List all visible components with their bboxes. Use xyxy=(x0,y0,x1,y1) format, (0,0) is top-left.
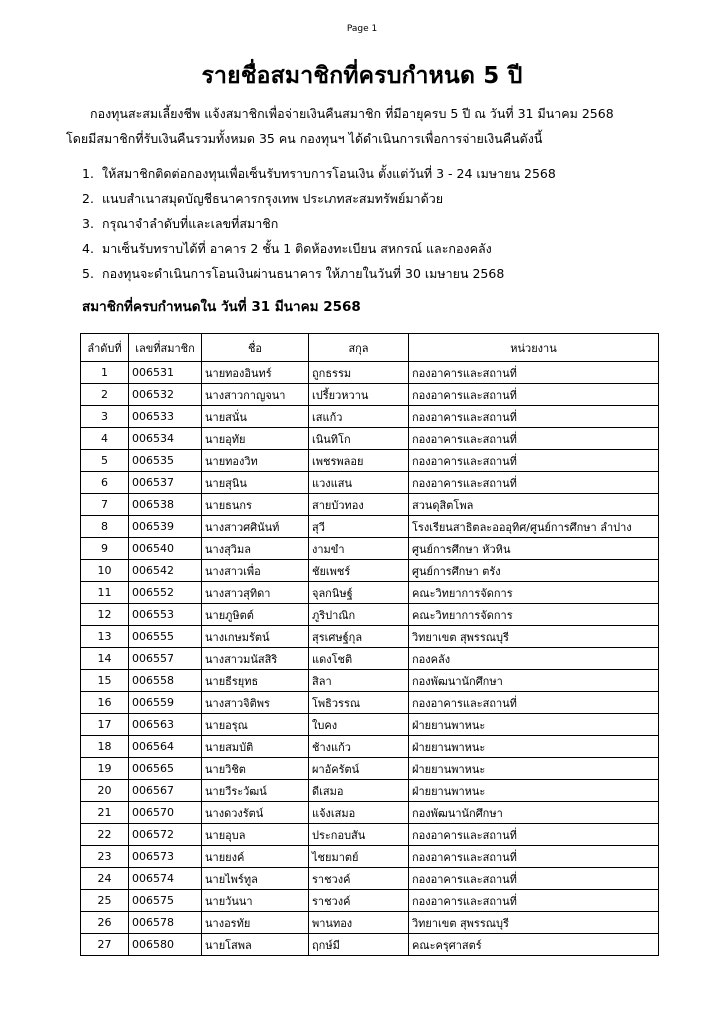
instruction-item xyxy=(82,161,556,186)
table-subheading: สมาชิกที่ครบกำหนดใน วันที่ 31 มีนาคม 2568 xyxy=(82,299,361,315)
cell-order: 9 xyxy=(81,538,129,560)
cell-surname: ผาอัครัตน์ xyxy=(309,758,409,780)
cell-surname: ถูกธรรม xyxy=(309,362,409,384)
cell-member-id: 006535 xyxy=(129,450,202,472)
table-row xyxy=(81,736,659,758)
table-row xyxy=(81,648,659,670)
cell-order: 21 xyxy=(81,802,129,824)
cell-member-id: 006580 xyxy=(129,934,202,956)
cell-surname: สุวี xyxy=(309,516,409,538)
cell-member-id: 006570 xyxy=(129,802,202,824)
cell-order: 1 xyxy=(81,362,129,384)
cell-first-name: นางเกษมรัตน์ xyxy=(202,626,309,648)
cell-surname: สายบัวทอง xyxy=(309,494,409,516)
cell-surname: งามขำ xyxy=(309,538,409,560)
cell-order: 14 xyxy=(81,648,129,670)
instruction-text: กองทุนจะดำเนินการโอนเงินผ่านธนาคาร ให้ภายในวันที่ 30 เมษายน 2568 xyxy=(102,266,505,281)
cell-order: 4 xyxy=(81,428,129,450)
cell-department: กองอาคารและสถานที่ xyxy=(409,692,659,714)
header-first-name: ชื่อ xyxy=(202,334,309,362)
cell-surname: พานทอง xyxy=(309,912,409,934)
cell-member-id: 006532 xyxy=(129,384,202,406)
cell-first-name: นายสมบัติ xyxy=(202,736,309,758)
cell-department: กองอาคารและสถานที่ xyxy=(409,846,659,868)
instruction-text: แนบสำเนาสมุดบัญชีธนาคารกรุงเทพ ประเภทสะสมทรัพย์มาด้วย xyxy=(102,191,444,206)
table-row xyxy=(81,692,659,714)
cell-member-id: 006557 xyxy=(129,648,202,670)
cell-surname: ใบคง xyxy=(309,714,409,736)
header-order: ลำดับที่ xyxy=(81,334,129,362)
cell-surname: ไชยมาตย์ xyxy=(309,846,409,868)
cell-surname: เนินทิโก xyxy=(309,428,409,450)
instruction-item xyxy=(82,211,556,236)
cell-surname: โพธิวรรณ xyxy=(309,692,409,714)
cell-first-name: นายธีรยุทธ xyxy=(202,670,309,692)
cell-first-name: นายสุนิน xyxy=(202,472,309,494)
table-row xyxy=(81,780,659,802)
cell-surname: ประกอบสัน xyxy=(309,824,409,846)
cell-department: ฝ่ายยานพาหนะ xyxy=(409,780,659,802)
cell-member-id: 006563 xyxy=(129,714,202,736)
cell-department: คณะวิทยาการจัดการ xyxy=(409,604,659,626)
cell-department: กองอาคารและสถานที่ xyxy=(409,406,659,428)
cell-order: 23 xyxy=(81,846,129,868)
table-row xyxy=(81,384,659,406)
cell-department: วิทยาเขต สุพรรณบุรี xyxy=(409,912,659,934)
cell-surname: แดงโชติ xyxy=(309,648,409,670)
cell-department: กองอาคารและสถานที่ xyxy=(409,890,659,912)
table-header-row xyxy=(81,334,659,362)
cell-order: 18 xyxy=(81,736,129,758)
cell-surname: ดีเสมอ xyxy=(309,780,409,802)
cell-member-id: 006558 xyxy=(129,670,202,692)
cell-member-id: 006537 xyxy=(129,472,202,494)
cell-member-id: 006552 xyxy=(129,582,202,604)
table-body xyxy=(81,362,659,956)
page-label: Page 1 xyxy=(346,24,378,34)
cell-first-name: นายวิชิต xyxy=(202,758,309,780)
cell-member-id: 006574 xyxy=(129,868,202,890)
cell-first-name: นางสาวกาญจนา xyxy=(202,384,309,406)
table-row xyxy=(81,582,659,604)
table-row xyxy=(81,362,659,384)
cell-member-id: 006533 xyxy=(129,406,202,428)
header-department: หน่วยงาน xyxy=(409,334,659,362)
header-surname: สกุล xyxy=(309,334,409,362)
cell-order: 25 xyxy=(81,890,129,912)
cell-first-name: นางอรทัย xyxy=(202,912,309,934)
cell-order: 11 xyxy=(81,582,129,604)
cell-surname: ราชวงค์ xyxy=(309,868,409,890)
instruction-text: ให้สมาชิกติดต่อกองทุนเพื่อเซ็นรับทราบการโอนเงิน ตั้งแต่วันที่ 3 - 24 เมษายน 2568 xyxy=(102,166,556,181)
cell-department: กองอาคารและสถานที่ xyxy=(409,450,659,472)
cell-surname: จุลกนิษฐ์ xyxy=(309,582,409,604)
cell-department: กองอาคารและสถานที่ xyxy=(409,472,659,494)
cell-first-name: นางสาวสุทิดา xyxy=(202,582,309,604)
members-table xyxy=(80,333,659,956)
cell-order: 8 xyxy=(81,516,129,538)
cell-order: 19 xyxy=(81,758,129,780)
cell-first-name: นายทองอินทร์ xyxy=(202,362,309,384)
cell-department: โรงเรียนสาธิตละอออุทิศ/ศูนย์การศึกษา ลำปาง xyxy=(409,516,659,538)
cell-department: กองอาคารและสถานที่ xyxy=(409,824,659,846)
cell-member-id: 006553 xyxy=(129,604,202,626)
cell-member-id: 006567 xyxy=(129,780,202,802)
cell-first-name: นายอุทัย xyxy=(202,428,309,450)
cell-member-id: 006539 xyxy=(129,516,202,538)
cell-member-id: 006531 xyxy=(129,362,202,384)
cell-order: 15 xyxy=(81,670,129,692)
cell-member-id: 006559 xyxy=(129,692,202,714)
instruction-number: 2. xyxy=(82,191,94,206)
cell-department: กองอาคารและสถานที่ xyxy=(409,384,659,406)
cell-member-id: 006538 xyxy=(129,494,202,516)
instruction-number: 3. xyxy=(82,216,94,231)
cell-surname: เปรี้ยวหวาน xyxy=(309,384,409,406)
instruction-text: กรุณาจำลำดับที่และเลขที่สมาชิก xyxy=(102,216,279,231)
cell-department: ฝ่ายยานพาหนะ xyxy=(409,736,659,758)
table-row xyxy=(81,802,659,824)
cell-order: 13 xyxy=(81,626,129,648)
cell-first-name: นายสนั่น xyxy=(202,406,309,428)
cell-first-name: นางสาวจิติพร xyxy=(202,692,309,714)
cell-department: วิทยาเขต สุพรรณบุรี xyxy=(409,626,659,648)
table-row xyxy=(81,626,659,648)
cell-department: คณะวิทยาการจัดการ xyxy=(409,582,659,604)
cell-order: 2 xyxy=(81,384,129,406)
cell-member-id: 006575 xyxy=(129,890,202,912)
cell-first-name: นายวันนา xyxy=(202,890,309,912)
table-row xyxy=(81,758,659,780)
table-row xyxy=(81,472,659,494)
table-row xyxy=(81,670,659,692)
table-row xyxy=(81,450,659,472)
table-row xyxy=(81,494,659,516)
table-row xyxy=(81,846,659,868)
cell-surname: แวงแสน xyxy=(309,472,409,494)
cell-member-id: 006555 xyxy=(129,626,202,648)
cell-department: ฝ่ายยานพาหนะ xyxy=(409,758,659,780)
cell-member-id: 006564 xyxy=(129,736,202,758)
cell-first-name: นายภูษิตต์ xyxy=(202,604,309,626)
cell-first-name: นางดวงรัตน์ xyxy=(202,802,309,824)
table-row xyxy=(81,890,659,912)
cell-order: 7 xyxy=(81,494,129,516)
table-row xyxy=(81,560,659,582)
table-row xyxy=(81,934,659,956)
instruction-number: 4. xyxy=(82,241,94,256)
cell-surname: สุรเศษฐ์กุล xyxy=(309,626,409,648)
table-row xyxy=(81,516,659,538)
cell-first-name: นายธนกร xyxy=(202,494,309,516)
cell-order: 22 xyxy=(81,824,129,846)
instruction-list xyxy=(82,161,556,286)
cell-first-name: นายยงค์ xyxy=(202,846,309,868)
document-title: รายชื่อสมาชิกที่ครบกำหนด 5 ปี xyxy=(201,63,523,89)
cell-order: 12 xyxy=(81,604,129,626)
cell-first-name: นายอรุณ xyxy=(202,714,309,736)
cell-department: กองพัฒนานักศึกษา xyxy=(409,670,659,692)
cell-department: กองอาคารและสถานที่ xyxy=(409,362,659,384)
cell-member-id: 006542 xyxy=(129,560,202,582)
cell-surname: สิลา xyxy=(309,670,409,692)
table-row xyxy=(81,868,659,890)
cell-order: 6 xyxy=(81,472,129,494)
cell-order: 10 xyxy=(81,560,129,582)
table-row xyxy=(81,538,659,560)
cell-department: คณะครุศาสตร์ xyxy=(409,934,659,956)
table-row xyxy=(81,714,659,736)
cell-order: 26 xyxy=(81,912,129,934)
cell-first-name: นางสาวมนัสสิริ xyxy=(202,648,309,670)
cell-department: ฝ่ายยานพาหนะ xyxy=(409,714,659,736)
instruction-item xyxy=(82,261,556,286)
intro-line-1: กองทุนสะสมเลี้ยงชีพ แจ้งสมาชิกเพื่อจ่ายเงินคืนสมาชิก ที่มีอายุครบ 5 ปี ณ วันที่ 31 มีนาคม 2568 xyxy=(90,106,614,121)
cell-first-name: นายทองวิท xyxy=(202,450,309,472)
cell-first-name: นางสุวิมล xyxy=(202,538,309,560)
cell-order: 27 xyxy=(81,934,129,956)
cell-first-name: นายวีระวัฒน์ xyxy=(202,780,309,802)
cell-order: 5 xyxy=(81,450,129,472)
cell-department: สวนดุสิตโพล xyxy=(409,494,659,516)
cell-surname: ฤกษ์มี xyxy=(309,934,409,956)
cell-department: กองอาคารและสถานที่ xyxy=(409,428,659,450)
cell-surname: ภูริปาณิก xyxy=(309,604,409,626)
cell-member-id: 006540 xyxy=(129,538,202,560)
instruction-item xyxy=(82,186,556,211)
table-row xyxy=(81,406,659,428)
cell-order: 20 xyxy=(81,780,129,802)
cell-department: กองอาคารและสถานที่ xyxy=(409,868,659,890)
cell-department: ศูนย์การศึกษา ตรัง xyxy=(409,560,659,582)
table-row xyxy=(81,912,659,934)
cell-first-name: นายไพร์ทูล xyxy=(202,868,309,890)
cell-order: 3 xyxy=(81,406,129,428)
cell-first-name: นายอุบล xyxy=(202,824,309,846)
instruction-number: 1. xyxy=(82,166,94,181)
instruction-number: 5. xyxy=(82,266,94,281)
cell-first-name: นางสาวศศินันท์ xyxy=(202,516,309,538)
instruction-item xyxy=(82,236,556,261)
cell-department: กองพัฒนานักศึกษา xyxy=(409,802,659,824)
table-row xyxy=(81,824,659,846)
cell-order: 17 xyxy=(81,714,129,736)
cell-surname: ช้างแก้ว xyxy=(309,736,409,758)
cell-department: ศูนย์การศึกษา หัวหิน xyxy=(409,538,659,560)
cell-first-name: นายโสพล xyxy=(202,934,309,956)
cell-surname: ชัยเพชร์ xyxy=(309,560,409,582)
instruction-text: มาเซ็นรับทราบได้ที่ อาคาร 2 ชั้น 1 ติดห้องทะเบียน สหกรณ์ และกองคลัง xyxy=(102,241,492,256)
cell-department: กองคลัง xyxy=(409,648,659,670)
cell-surname: ราชวงค์ xyxy=(309,890,409,912)
cell-order: 24 xyxy=(81,868,129,890)
cell-member-id: 006578 xyxy=(129,912,202,934)
table-row xyxy=(81,604,659,626)
cell-surname: เพชรพลอย xyxy=(309,450,409,472)
cell-member-id: 006565 xyxy=(129,758,202,780)
cell-surname: เสแก้ว xyxy=(309,406,409,428)
cell-surname: แจ้งเสมอ xyxy=(309,802,409,824)
table-row xyxy=(81,428,659,450)
cell-first-name: นางสาวเพื่อ xyxy=(202,560,309,582)
cell-member-id: 006573 xyxy=(129,846,202,868)
cell-member-id: 006572 xyxy=(129,824,202,846)
intro-line-2: โดยมีสมาชิกที่รับเงินคืนรวมทั้งหมด 35 คน กองทุนฯ ได้ดำเนินการเพื่อการจ่ายเงินคืนดังนี้ xyxy=(66,131,543,146)
cell-member-id: 006534 xyxy=(129,428,202,450)
cell-order: 16 xyxy=(81,692,129,714)
header-member-id: เลขที่สมาชิก xyxy=(129,334,202,362)
